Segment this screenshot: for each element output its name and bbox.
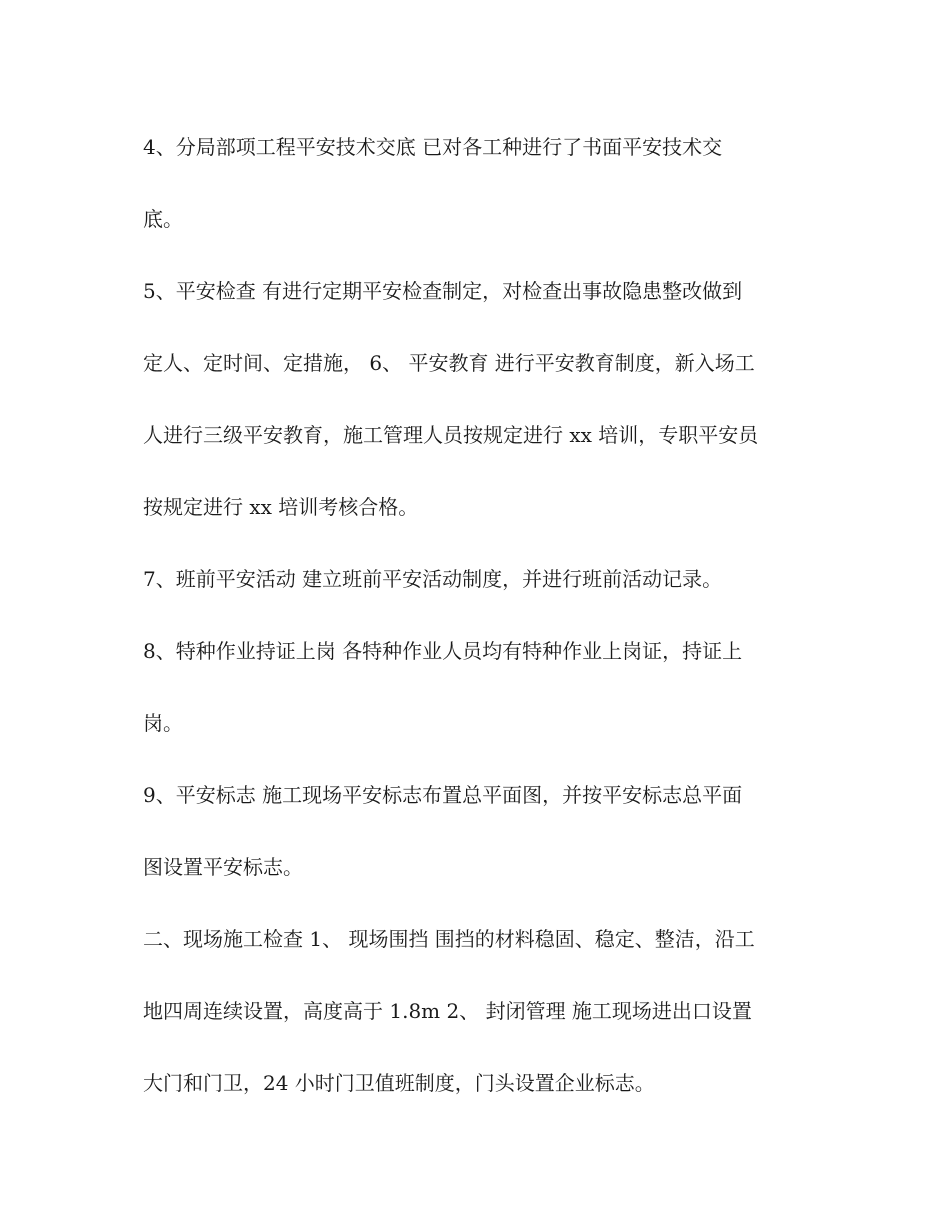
document-line: 4、分局部项工程平安技术交底 已对各工种进行了书面平安技术交 bbox=[143, 135, 723, 159]
document-line: 7、班前平安活动 建立班前平安活动制度，并进行班前活动记录。 bbox=[143, 567, 723, 591]
document-line: 按规定进行 xx 培训考核合格。 bbox=[143, 495, 419, 519]
document-line: 5、平安检查 有进行定期平安检查制定，对检查出事故隐患整改做到 bbox=[143, 279, 743, 303]
document-line: 人进行三级平安教育，施工管理人员按规定进行 xx 培训，专职平安员 bbox=[143, 423, 759, 447]
document-line: 二、现场施工检查 1、 现场围挡 围挡的材料稳固、稳定、整洁，沿工 bbox=[143, 927, 755, 951]
document-line: 9、平安标志 施工现场平安标志布置总平面图，并按平安标志总平面 bbox=[143, 783, 743, 807]
document-line: 大门和门卫，24 小时门卫值班制度，门头设置企业标志。 bbox=[143, 1071, 655, 1095]
document-line: 岗。 bbox=[143, 711, 183, 735]
document-line: 图设置平安标志。 bbox=[143, 855, 303, 879]
document-line: 定人、定时间、定措施， 6、 平安教育 进行平安教育制度，新入场工 bbox=[143, 351, 755, 375]
document-line: 地四周连续设置，高度高于 1.8m 2、 封闭管理 施工现场进出口设置 bbox=[143, 999, 752, 1023]
document-line: 8、特种作业持证上岗 各特种作业人员均有特种作业上岗证，持证上 bbox=[143, 639, 743, 663]
document-body bbox=[143, 120, 813, 1128]
document-line: 底。 bbox=[143, 207, 183, 231]
